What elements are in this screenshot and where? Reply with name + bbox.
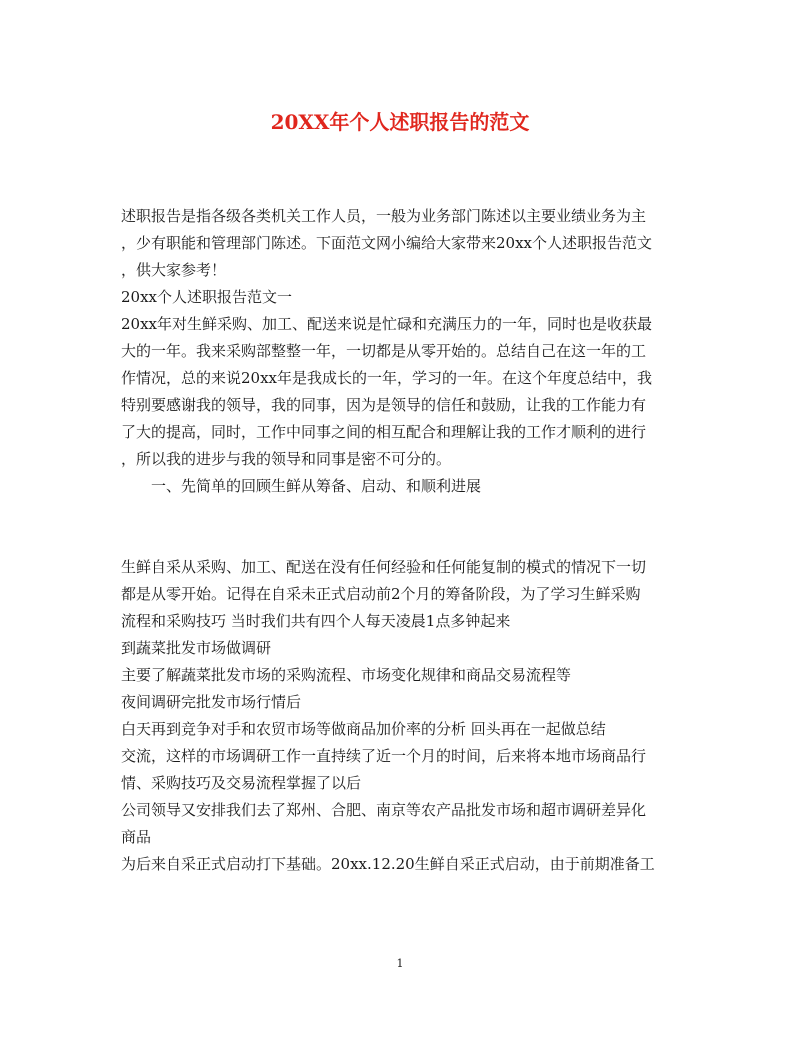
paragraph-line: ，少有职能和管理部门陈述。下面范文网小编给大家带来20xx个人述职报告范文 <box>121 234 653 252</box>
document-title: 20XX年个人述职报告的范文 <box>270 110 530 134</box>
paragraph-line: 为后来自采正式启动打下基础。20xx.12.20生鲜自采正式启动，由于前期准备工 <box>121 855 655 873</box>
section-heading: 一、先简单的回顾生鲜从筹备、启动、和顺利进展 <box>151 477 482 495</box>
paragraph-line: 20xx年对生鲜采购、加工、配送来说是忙碌和充满压力的一年，同时也是收获最 <box>121 315 653 333</box>
paragraph-line: 述职报告是指各级各类机关工作人员，一般为业务部门陈述以主要业绩业务为主 <box>121 207 647 225</box>
paragraph-line: ，供大家参考！ <box>121 261 227 279</box>
paragraph-line: 交流，这样的市场调研工作一直持续了近一个月的时间，后来将本地市场商品行 <box>121 747 647 765</box>
page-number: 1 <box>396 957 404 970</box>
paragraph-line: 情、采购技巧及交易流程掌握了以后 <box>121 774 362 792</box>
paragraph-line: 公司领导又安排我们去了郑州、合肥、南京等农产品批发市场和超市调研差异化 <box>121 801 647 819</box>
document-body <box>121 203 681 878</box>
paragraph-line: 生鲜自采从采购、加工、配送在没有任何经验和任何能复制的模式的情况下一切 <box>121 558 647 576</box>
paragraph-line: 夜间调研完批发市场行情后 <box>121 693 302 711</box>
paragraph-line: 流程和采购技巧 当时我们共有四个人每天凌晨1点多钟起来 <box>121 612 511 630</box>
paragraph-line: 到蔬菜批发市场做调研 <box>121 639 272 657</box>
paragraph-line: 白天再到竞争对手和农贸市场等做商品加价率的分析 回头再在一起做总结 <box>121 720 606 738</box>
paragraph-line: 商品 <box>121 828 152 846</box>
paragraph-line: 主要了解蔬菜批发市场的采购流程、市场变化规律和商品交易流程等 <box>121 666 572 684</box>
paragraph-line: ，所以我的进步与我的领导和同事是密不可分的。 <box>121 450 452 468</box>
subheading: 20xx个人述职报告范文一 <box>121 288 293 306</box>
paragraph-line: 大的一年。我来采购部整整一年，一切都是从零开始的。总结自己在这一年的工 <box>121 342 647 360</box>
paragraph-line: 了大的提高，同时，工作中同事之间的相互配合和理解让我的工作才顺利的进行 <box>121 423 647 441</box>
paragraph-gap <box>121 500 681 554</box>
paragraph-line: 都是从零开始。记得在自采未正式启动前2个月的筹备阶段，为了学习生鲜采购 <box>121 585 641 603</box>
paragraph-line: 作情况，总的来说20xx年是我成长的一年，学习的一年。在这个年度总结中，我 <box>121 369 653 387</box>
paragraph-line: 特别要感谢我的领导，我的同事，因为是领导的信任和鼓励，让我的工作能力有 <box>121 396 647 414</box>
